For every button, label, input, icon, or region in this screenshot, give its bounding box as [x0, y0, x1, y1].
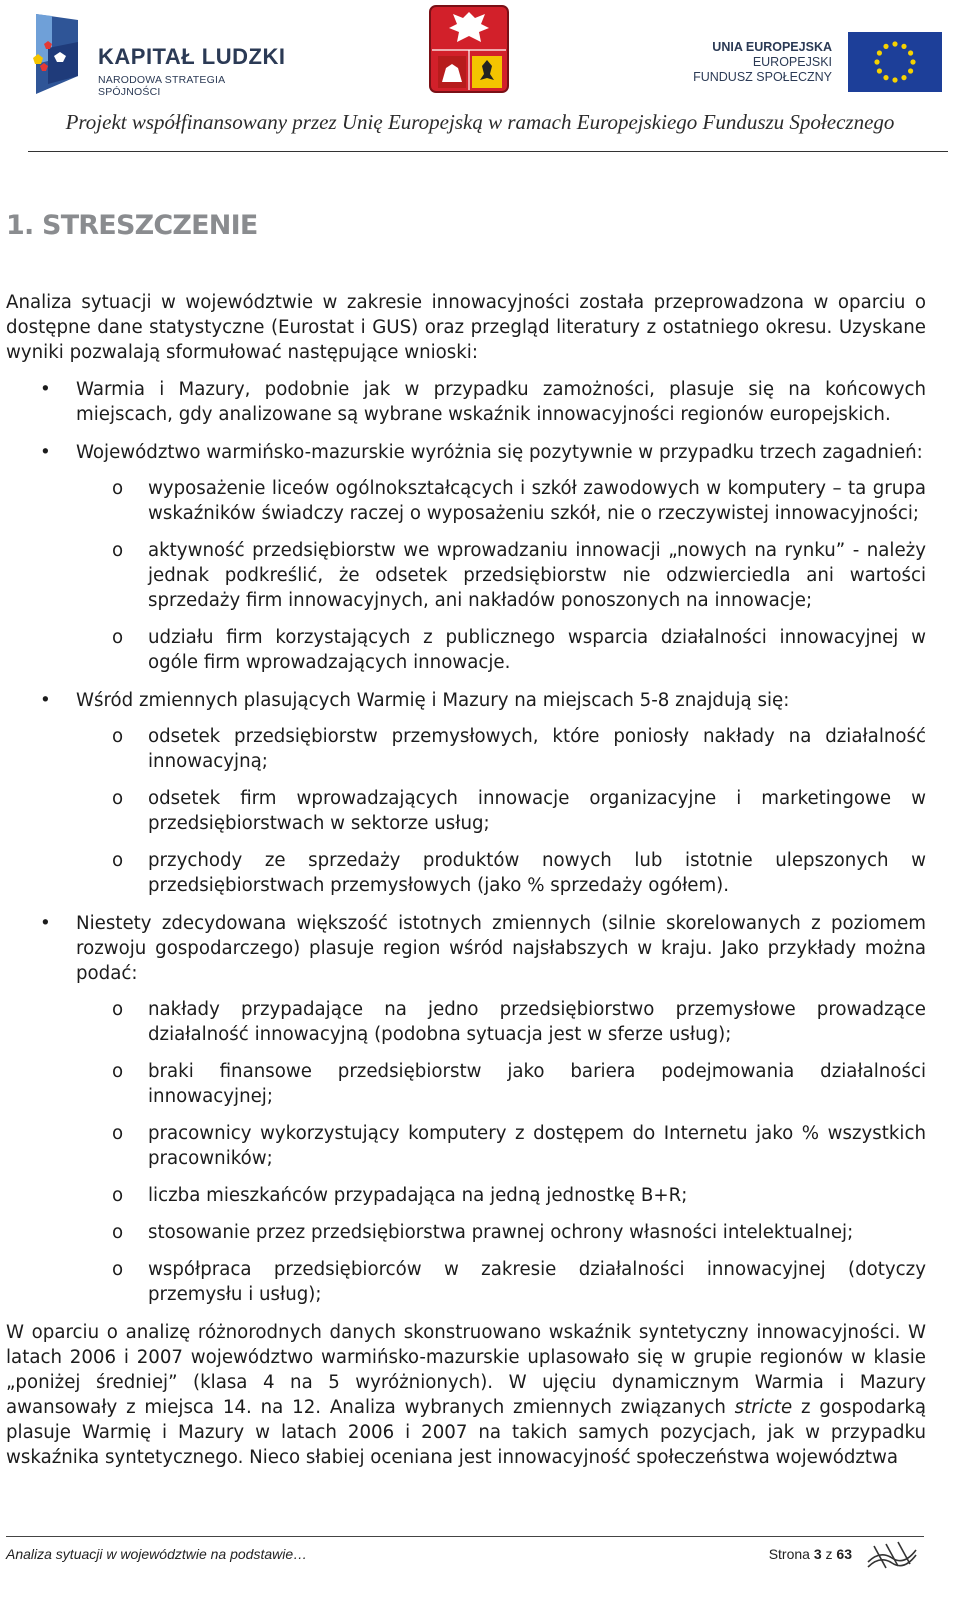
closing-text-2: z gospodarką plasuje Warmię i Mazury w latach 2006 i 2007 na takich samych pozycjach, jak w przypadku wskaźnika syntetycznego. Nieco słabiej oceniana jest innowacyjność społeczeństwa województwa [6, 1397, 926, 1468]
sub-bullet-item [76, 1183, 926, 1208]
footer-document-title: Analiza sytuacji w województwie na podstawie… [6, 1546, 308, 1562]
bullet-text: Wśród zmiennych plasujących Warmię i Mazury na miejscach 5-8 znajdują się: [76, 690, 790, 711]
page-sep: z [821, 1546, 837, 1562]
sub-bullet-item [76, 625, 926, 675]
footer-divider [6, 1536, 924, 1537]
circle-bullet-icon: o [112, 1259, 124, 1280]
kapital-ludzki-flag-icon [30, 14, 92, 94]
circle-bullet-icon: o [112, 850, 124, 871]
circle-bullet-icon: o [112, 478, 124, 499]
sub-bullet-list [76, 476, 926, 675]
sub-bullet-text: odsetek przedsiębiorstw przemysłowych, które poniosły nakłady na działalność innowacyjną; [148, 726, 926, 772]
sub-bullet-text: nakłady przypadające na jedno przedsiębiorstwo przemysłowe prowadzące działalność innowacyjną (podobna sytuacja jest w sferze usług); [148, 999, 926, 1045]
page-current: 3 [813, 1546, 822, 1562]
sub-bullet-item [76, 538, 926, 613]
page-total: 63 [836, 1546, 852, 1562]
header-divider [28, 151, 948, 152]
sub-bullet-item [76, 997, 926, 1047]
bullet-dot-icon: • [40, 913, 51, 934]
logo-left-title: KAPITAŁ LUDZKI [98, 44, 286, 69]
sub-bullet-item [76, 476, 926, 526]
sub-bullet-text: odsetek firm wprowadzających innowacje organizacyjne i marketingowe w przedsiębiorstwach w sektorze usług; [148, 788, 926, 834]
circle-bullet-icon: o [112, 1222, 124, 1243]
bullet-dot-icon: • [40, 442, 51, 463]
sub-bullet-text: stosowanie przez przedsiębiorstwa prawnej ochrony własności intelektualnej; [148, 1222, 854, 1243]
page-prefix: Strona [768, 1546, 814, 1562]
eu-flag-icon [848, 32, 942, 92]
bullet-item [6, 688, 926, 898]
eu-efs-logo [693, 30, 942, 94]
intro-paragraph: Analiza sytuacji w województwie w zakresie innowacyjności została przeprowadzona w oparciu o dostępne dane statystyczne (Eurostat i GUS) oraz przegląd literatury z ostatniego okresu. Uzyskane wyniki pozwalają sformułować następujące wnioski: [6, 292, 926, 363]
bullet-item [6, 377, 926, 427]
document-body [6, 290, 926, 1470]
sub-bullet-text: braki finansowe przedsiębiorstw jako bariera podejmowania działalności innowacyjnej; [148, 1061, 926, 1107]
bullet-item [6, 440, 926, 675]
closing-paragraph [6, 1320, 926, 1470]
eu-logo-line3: FUNDUSZ SPOŁECZNY [693, 70, 832, 84]
logo-left-subtitle: NARODOWA STRATEGIA SPÓJNOŚCI [98, 74, 225, 98]
circle-bullet-icon: o [112, 1123, 124, 1144]
sub-bullet-text: liczba mieszkańców przypadająca na jedną jednostkę B+R; [148, 1185, 688, 1206]
section-heading: 1. STRESZCZENIE [6, 210, 258, 241]
circle-bullet-icon: o [112, 1185, 124, 1206]
footer-wave-icon [866, 1540, 918, 1570]
sub-bullet-item [76, 1220, 926, 1245]
circle-bullet-icon: o [112, 1061, 124, 1082]
sub-bullet-item [76, 1059, 926, 1109]
project-funding-line: Projekt współfinansowany przez Unię Europejską w ramach Europejskiego Funduszu Społecznego [65, 110, 895, 134]
closing-text-1: W oparciu o analizę różnorodnych danych skonstruowano wskaźnik syntetyczny innowacyjności. W latach 2006 i 2007 województwo warmińsko-mazurskie uplasowało się w grupie regionów w klasie „poniżej średniej” (klasa 4 na 5 wyróżnionych). W ujęciu dynamicznym Warmia i Mazury awansowały z miejsca 14. na 12. Analiza wybranych zmiennych związanych [6, 1322, 926, 1418]
sub-bullet-item [76, 724, 926, 774]
sub-bullet-text: aktywność przedsiębiorstw we wprowadzaniu innowacji „nowych na rynku” - należy jednak podkreślić, że odsetek przedsiębiorstw nie odzwierciedla ani wartości sprzedaży firm innowacyjnych, ani nakładów ponoszonych na innowacje; [148, 540, 926, 611]
sub-bullet-text: współpraca przedsiębiorców w zakresie działalności innowacyjnej (dotyczy przemysłu i usług); [148, 1259, 926, 1305]
sub-bullet-item [76, 786, 926, 836]
summary-bullet-list [6, 377, 926, 1307]
sub-bullet-list [76, 724, 926, 898]
circle-bullet-icon: o [112, 627, 124, 648]
sub-bullet-text: pracownicy wykorzystujący komputery z dostępem do Internetu jako % wszystkich pracowników; [148, 1123, 926, 1169]
bullet-item [6, 911, 926, 1307]
eu-logo-line2: EUROPEJSKI [752, 55, 832, 69]
footer-page-number [769, 1546, 852, 1562]
circle-bullet-icon: o [112, 726, 124, 747]
sub-bullet-text: udziału firm korzystających z publicznego wsparcia działalności innowacyjnej w ogóle firm wprowadzających innowacje. [148, 627, 926, 673]
sub-bullet-item [76, 848, 926, 898]
circle-bullet-icon: o [112, 999, 124, 1020]
bullet-text: Warmia i Mazury, podobnie jak w przypadku zamożności, plasuje się na końcowych miejscach, gdy analizowane są wybrane wskaźnik innowacyjności regionów europejskich. [76, 379, 926, 425]
bullet-text: Niestety zdecydowana większość istotnych zmiennych (silnie skorelowanych z poziomem rozwoju gospodarczego) plasuje region wśród najsłabszych w kraju. Jako przykłady można podać: [76, 913, 926, 984]
bullet-dot-icon: • [40, 690, 51, 711]
sub-bullet-text: przychody ze sprzedaży produktów nowych lub istotnie ulepszonych w przedsiębiorstwach przemysłowych (jako % sprzedaży ogółem). [148, 850, 926, 896]
eu-logo-text [693, 40, 832, 85]
kapital-ludzki-logo [30, 14, 290, 96]
bullet-dot-icon: • [40, 379, 51, 400]
bullet-text: Województwo warmińsko-mazurskie wyróżnia się pozytywnie w przypadku trzech zagadnień: [76, 442, 923, 463]
page-header [0, 0, 960, 152]
voivodeship-crest-icon [426, 4, 512, 96]
circle-bullet-icon: o [112, 788, 124, 809]
sub-bullet-item [76, 1121, 926, 1171]
sub-bullet-item [76, 1257, 926, 1307]
closing-italic-term: stricte [734, 1397, 793, 1418]
eu-logo-line1: UNIA EUROPEJSKA [712, 40, 832, 54]
circle-bullet-icon: o [112, 540, 124, 561]
sub-bullet-list [76, 997, 926, 1307]
sub-bullet-text: wyposażenie liceów ogólnokształcących i szkół zawodowych w komputery – ta grupa wskaźników świadczy raczej o wyposażeniu szkół, nie o rzeczywistej innowacyjności; [148, 478, 926, 524]
